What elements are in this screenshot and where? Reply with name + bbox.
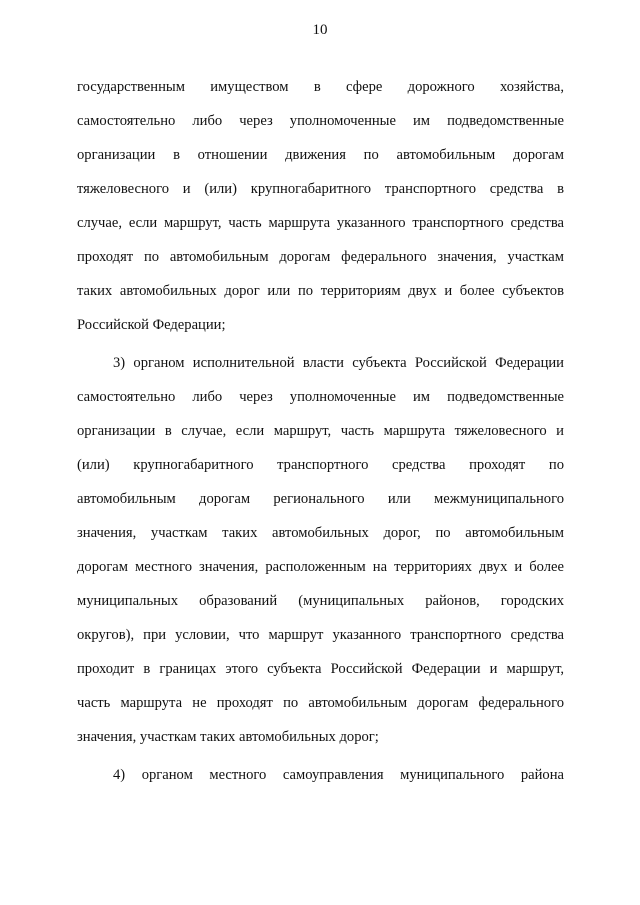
text-line: муниципальных образований (муниципальных районов, городских xyxy=(77,593,564,609)
text-line: автомобильным дорогам регионального или межмуниципального xyxy=(77,491,564,507)
paragraph-continuation xyxy=(77,70,564,342)
text-line: (или) крупногабаритного транспортного средства проходят по xyxy=(77,457,564,473)
text-line: организации в отношении движения по автомобильным дорогам xyxy=(77,147,564,163)
text-line: самостоятельно либо через уполномоченные им подведомственные xyxy=(77,113,564,129)
document-body xyxy=(77,70,564,792)
text-line: 3) органом исполнительной власти субъекта Российской Федерации xyxy=(113,355,564,371)
text-line: Российской Федерации; xyxy=(77,317,226,333)
text-line: значения, участкам таких автомобильных дорог, по автомобильным xyxy=(77,525,564,541)
text-line: проходят по автомобильным дорогам федерального значения, участкам xyxy=(77,249,564,265)
text-line: значения, участкам таких автомобильных дорог; xyxy=(77,729,379,745)
paragraph-item-3 xyxy=(77,346,564,754)
text-line: самостоятельно либо через уполномоченные им подведомственные xyxy=(77,389,564,405)
text-line: государственным имуществом в сфере дорожного хозяйства, xyxy=(77,79,564,95)
paragraph-item-4 xyxy=(77,758,564,792)
text-line: округов), при условии, что маршрут указанного транспортного средства xyxy=(77,627,564,643)
text-line: тяжеловесного и (или) крупногабаритного транспортного средства в xyxy=(77,181,564,197)
page-number: 10 xyxy=(312,22,328,38)
text-line: часть маршрута не проходят по автомобильным дорогам федерального xyxy=(77,695,564,711)
text-line: случае, если маршрут, часть маршрута указанного транспортного средства xyxy=(77,215,564,231)
text-line: организации в случае, если маршрут, часть маршрута тяжеловесного и xyxy=(77,423,564,439)
text-line: таких автомобильных дорог или по территориям двух и более субъектов xyxy=(77,283,564,299)
text-line: 4) органом местного самоуправления муниципального района xyxy=(113,767,564,783)
text-line: проходит в границах этого субъекта Российской Федерации и маршрут, xyxy=(77,661,564,677)
text-line: дорогам местного значения, расположенным на территориях двух и более xyxy=(77,559,564,575)
